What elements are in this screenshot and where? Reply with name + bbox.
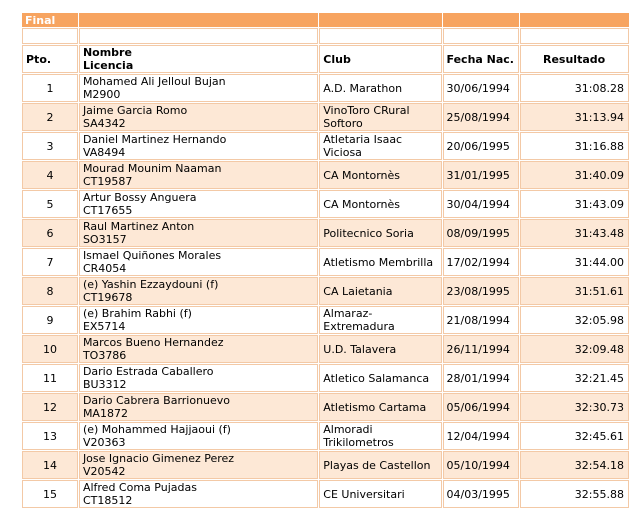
cell-nombre-licencia [79, 451, 318, 479]
cell-resultado: 31:43.48 [520, 219, 629, 247]
cell-licencia: CT17655 [82, 204, 133, 217]
cell-fecha: 21/08/1994 [443, 306, 520, 334]
cell-fecha: 05/06/1994 [443, 393, 520, 421]
cell-pto: 6 [22, 219, 78, 247]
cell-nombre-licencia [79, 306, 318, 334]
cell-nombre: (e) Mohammed Hajjaoui (f) [82, 423, 231, 436]
cell-club [319, 190, 441, 218]
cell-club [319, 422, 441, 450]
cell-resultado: 32:54.18 [520, 451, 629, 479]
cell-fecha: 08/09/1995 [443, 219, 520, 247]
cell-club-text: Atletismo Membrilla [323, 255, 434, 269]
cell-nombre-licencia [79, 277, 318, 305]
cell-nombre-licencia [79, 219, 318, 247]
cell-club-text: CA Laietania [323, 284, 393, 298]
table-row [22, 364, 629, 392]
cell-pto: 12 [22, 393, 78, 421]
cell-fecha: 05/10/1994 [443, 451, 520, 479]
cell-fecha: 12/04/1994 [443, 422, 520, 450]
cell-club-text: CE Universitari [323, 487, 405, 501]
cell-club [319, 393, 441, 421]
header-fecha: Fecha Nac. [443, 45, 520, 73]
cell-club [319, 248, 441, 276]
column-header-row [22, 45, 629, 73]
header-nombre [79, 45, 318, 73]
table-title: Final [22, 13, 78, 27]
cell-resultado: 31:13.94 [520, 103, 629, 131]
cell-licencia: M2900 [82, 88, 121, 101]
cell-resultado: 32:09.48 [520, 335, 629, 363]
table-row [22, 451, 629, 479]
cell-pto: 2 [22, 103, 78, 131]
cell-fecha: 20/06/1995 [443, 132, 520, 160]
cell-club-text: Atletismo Cartama [323, 400, 427, 414]
cell-pto: 5 [22, 190, 78, 218]
table-row [22, 103, 629, 131]
cell-nombre: Dario Estrada Caballero [82, 365, 214, 378]
cell-nombre-licencia [79, 161, 318, 189]
cell-licencia: SO3157 [82, 233, 127, 246]
cell-nombre-licencia [79, 364, 318, 392]
cell-club-text: Playas de Castellon [323, 458, 431, 472]
cell-pto: 3 [22, 132, 78, 160]
table-row [22, 277, 629, 305]
cell-club [319, 103, 441, 131]
cell-resultado: 31:44.00 [520, 248, 629, 276]
cell-club-text: CA Montornès [323, 168, 401, 182]
cell-nombre: Daniel Martinez Hernando [82, 133, 227, 146]
cell-licencia: CT19587 [82, 175, 133, 188]
cell-pto: 10 [22, 335, 78, 363]
cell-fecha: 25/08/1994 [443, 103, 520, 131]
cell-nombre: Dario Cabrera Barrionuevo [82, 394, 231, 407]
cell-nombre: Jose Ignacio Gimenez Perez [82, 452, 235, 465]
cell-pto: 13 [22, 422, 78, 450]
table-row [22, 132, 629, 160]
cell-club [319, 277, 441, 305]
cell-pto: 8 [22, 277, 78, 305]
cell-club [319, 335, 441, 363]
cell-club [319, 364, 441, 392]
cell-nombre-licencia [79, 74, 318, 102]
table-row [22, 393, 629, 421]
cell-fecha: 28/01/1994 [443, 364, 520, 392]
cell-pto: 4 [22, 161, 78, 189]
header-resultado: Resultado [520, 45, 629, 73]
results-table-container [21, 12, 630, 509]
cell-licencia: VA8494 [82, 146, 126, 159]
cell-fecha: 30/04/1994 [443, 190, 520, 218]
cell-nombre-licencia [79, 132, 318, 160]
cell-resultado: 32:45.61 [520, 422, 629, 450]
cell-resultado: 31:43.09 [520, 190, 629, 218]
cell-club [319, 306, 441, 334]
table-row [22, 480, 629, 508]
cell-club [319, 74, 441, 102]
cell-fecha: 17/02/1994 [443, 248, 520, 276]
cell-nombre-licencia [79, 248, 318, 276]
cell-club-text: U.D. Talavera [323, 342, 397, 356]
spacer-row [22, 28, 629, 44]
cell-club-text: Atletaria Isaac Viciosa [323, 133, 403, 159]
cell-nombre-licencia [79, 393, 318, 421]
cell-resultado: 32:30.73 [520, 393, 629, 421]
cell-licencia: EX5714 [82, 320, 126, 333]
cell-resultado: 31:16.88 [520, 132, 629, 160]
cell-pto: 9 [22, 306, 78, 334]
cell-resultado: 32:05.98 [520, 306, 629, 334]
table-row [22, 248, 629, 276]
cell-nombre: Raul Martinez Anton [82, 220, 195, 233]
cell-club [319, 132, 441, 160]
cell-club-text: Atletico Salamanca [323, 371, 430, 385]
cell-club [319, 480, 441, 508]
cell-nombre-licencia [79, 480, 318, 508]
cell-licencia: MA1872 [82, 407, 128, 420]
cell-nombre: Ismael Quiñones Morales [82, 249, 222, 262]
cell-resultado: 32:21.45 [520, 364, 629, 392]
cell-nombre-licencia [79, 335, 318, 363]
cell-resultado: 31:40.09 [520, 161, 629, 189]
cell-nombre-licencia [79, 422, 318, 450]
cell-pto: 14 [22, 451, 78, 479]
table-row [22, 335, 629, 363]
header-licencia-label: Licencia [82, 59, 134, 72]
header-nombre-label: Nombre [82, 46, 132, 59]
cell-nombre: Mohamed Ali Jelloul Bujan [82, 75, 226, 88]
cell-licencia: CR4054 [82, 262, 127, 275]
cell-resultado: 32:55.88 [520, 480, 629, 508]
cell-pto: 15 [22, 480, 78, 508]
cell-club-text: Almaraz-Extremadura [323, 307, 395, 333]
cell-club [319, 161, 441, 189]
cell-club-text: Politecnico Soria [323, 226, 414, 240]
cell-nombre: (e) Yashin Ezzaydouni (f) [82, 278, 219, 291]
cell-licencia: BU3312 [82, 378, 127, 391]
table-row [22, 161, 629, 189]
cell-licencia: V20363 [82, 436, 126, 449]
table-row [22, 190, 629, 218]
table-row [22, 422, 629, 450]
header-pto: Pto. [22, 45, 78, 73]
cell-licencia: CT18512 [82, 494, 133, 507]
cell-nombre: (e) Brahim Rabhi (f) [82, 307, 192, 320]
cell-nombre: Mourad Mounim Naaman [82, 162, 222, 175]
cell-licencia: CT19678 [82, 291, 133, 304]
cell-resultado: 31:08.28 [520, 74, 629, 102]
cell-resultado: 31:51.61 [520, 277, 629, 305]
cell-fecha: 30/06/1994 [443, 74, 520, 102]
cell-nombre-licencia [79, 190, 318, 218]
cell-licencia: TO3786 [82, 349, 127, 362]
table-row [22, 306, 629, 334]
cell-licencia: V20542 [82, 465, 126, 478]
cell-fecha: 04/03/1995 [443, 480, 520, 508]
cell-fecha: 26/11/1994 [443, 335, 520, 363]
table-title-bar [22, 13, 629, 27]
header-club: Club [319, 45, 441, 73]
cell-pto: 7 [22, 248, 78, 276]
cell-nombre: Marcos Bueno Hernandez [82, 336, 224, 349]
cell-nombre: Jaime Garcia Romo [82, 104, 188, 117]
cell-club-text: Almoradi Trikilometros [323, 423, 394, 449]
table-row [22, 219, 629, 247]
results-table [21, 12, 630, 509]
cell-club [319, 451, 441, 479]
cell-fecha: 23/08/1995 [443, 277, 520, 305]
table-row [22, 74, 629, 102]
cell-club [319, 219, 441, 247]
cell-club-text: VinoToro CRural Softoro [323, 104, 410, 130]
cell-pto: 11 [22, 364, 78, 392]
cell-pto: 1 [22, 74, 78, 102]
cell-fecha: 31/01/1995 [443, 161, 520, 189]
cell-nombre: Artur Bossy Anguera [82, 191, 197, 204]
cell-licencia: SA4342 [82, 117, 126, 130]
cell-club-text: CA Montornès [323, 197, 401, 211]
cell-nombre-licencia [79, 103, 318, 131]
cell-nombre: Alfred Coma Pujadas [82, 481, 197, 494]
cell-club-text: A.D. Marathon [323, 81, 403, 95]
